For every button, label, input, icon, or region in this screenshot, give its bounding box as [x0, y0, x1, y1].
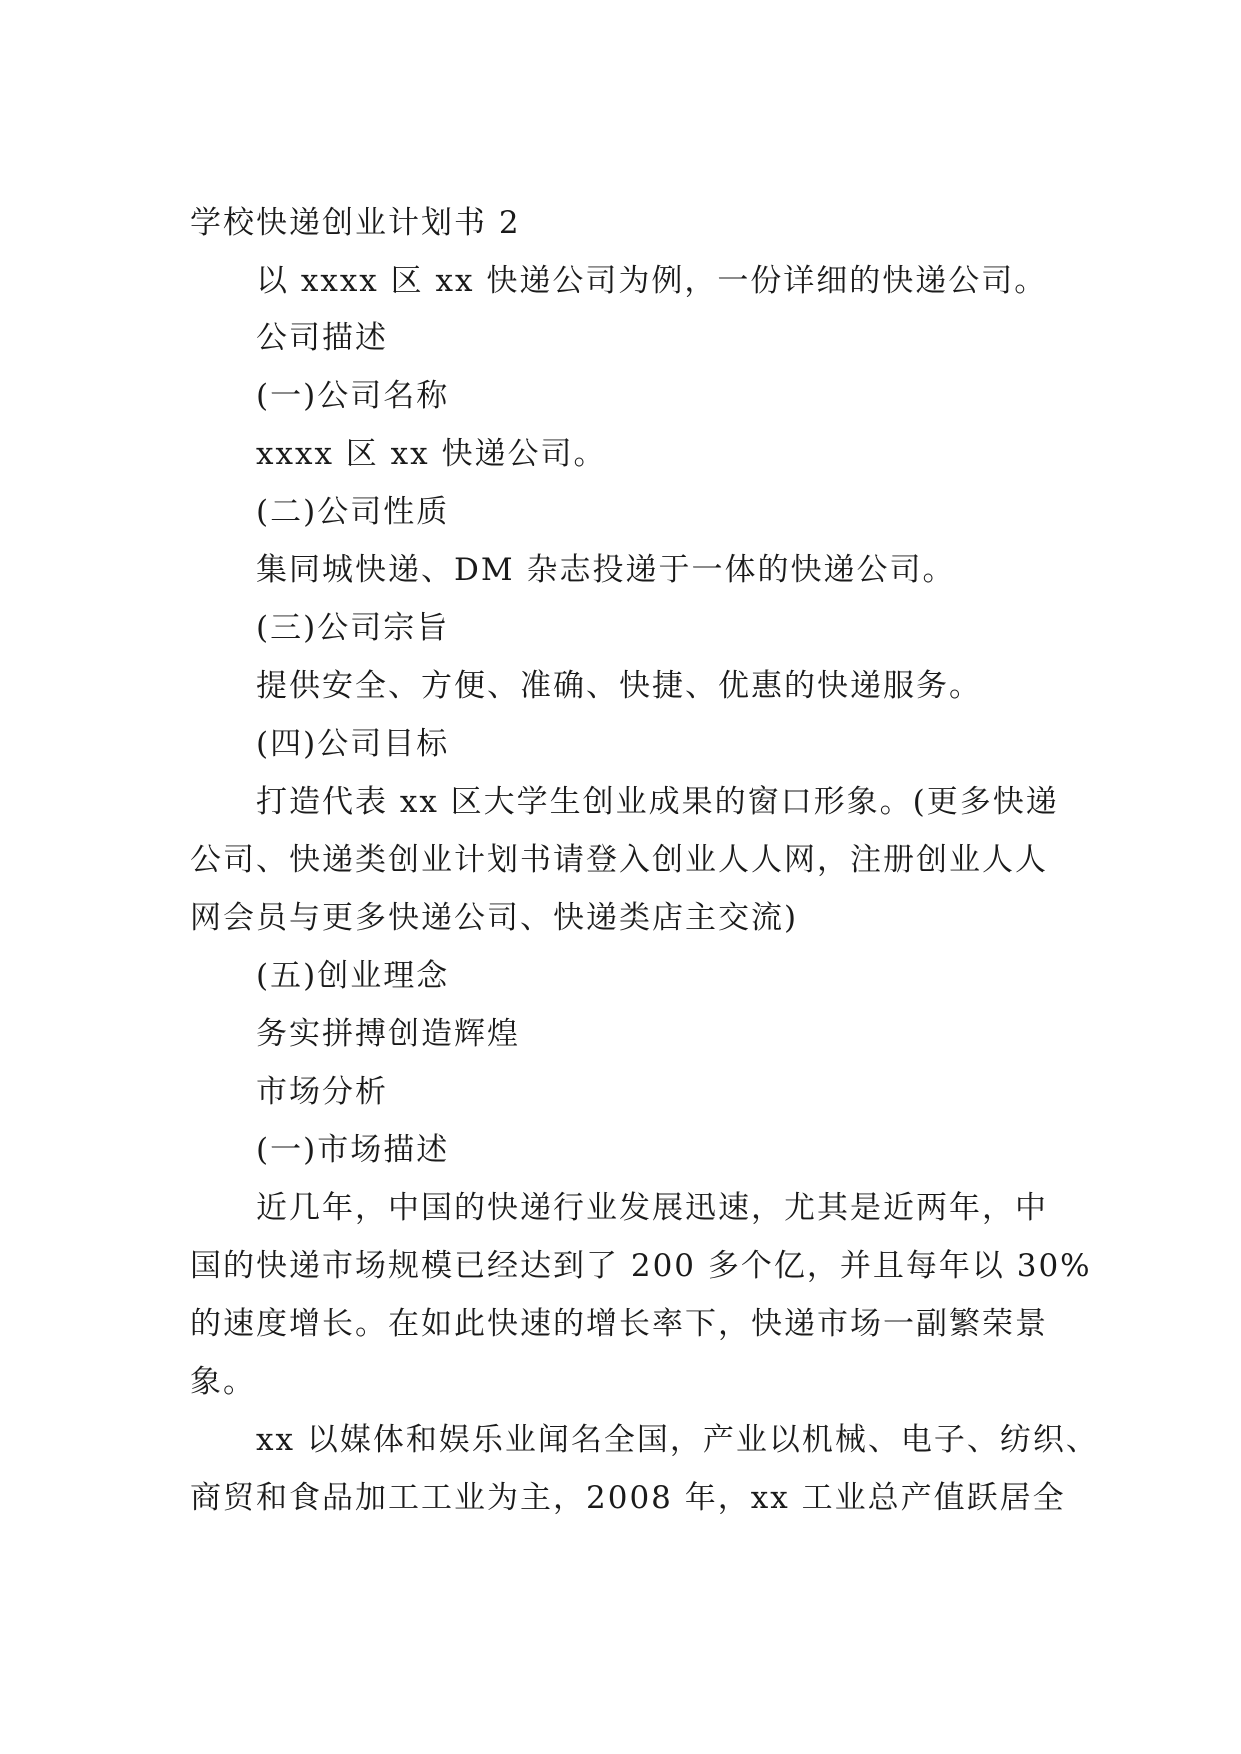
subsection-heading: (五)创业理念 — [256, 958, 450, 994]
paragraph-line: 象。 — [190, 1364, 256, 1400]
document-title: 学校快递创业计划书 2 — [190, 205, 521, 241]
section-heading: 公司描述 — [256, 320, 388, 356]
paragraph-line: 国的快递市场规模已经达到了 200 多个亿，并且每年以 30% — [190, 1248, 1092, 1284]
paragraph-line: 网会员与更多快递公司、快递类店主交流) — [190, 900, 799, 936]
paragraph-line: xxxx 区 xx 快递公司。 — [256, 436, 607, 472]
subsection-heading: (一)市场描述 — [256, 1132, 450, 1168]
subsection-heading: (三)公司宗旨 — [256, 610, 450, 646]
section-heading: 市场分析 — [256, 1074, 388, 1110]
paragraph-line: 打造代表 xx 区大学生创业成果的窗口形象。(更多快递 — [256, 784, 1059, 820]
paragraph-line: 集同城快递、DM 杂志投递于一体的快递公司。 — [256, 552, 956, 588]
subsection-heading: (四)公司目标 — [256, 726, 450, 762]
paragraph-line: xx 以媒体和娱乐业闻名全国，产业以机械、电子、纺织、 — [256, 1422, 1099, 1458]
paragraph-line: 近几年，中国的快递行业发展迅速，尤其是近两年，中 — [256, 1190, 1048, 1226]
subsection-heading: (二)公司性质 — [256, 494, 450, 530]
paragraph-line: 公司、快递类创业计划书请登入创业人人网，注册创业人人 — [190, 842, 1048, 878]
paragraph-line: 提供安全、方便、准确、快捷、优惠的快递服务。 — [256, 668, 982, 704]
paragraph-line: 的速度增长。在如此快速的增长率下，快递市场一副繁荣景 — [190, 1306, 1048, 1342]
paragraph-line: 以 xxxx 区 xx 快递公司为例，一份详细的快递公司。 — [256, 263, 1048, 299]
paragraph-line: 务实拼搏创造辉煌 — [256, 1016, 520, 1052]
paragraph-line: 商贸和食品加工工业为主，2008 年，xx 工业总产值跃居全 — [190, 1480, 1066, 1516]
subsection-heading: (一)公司名称 — [256, 378, 450, 414]
